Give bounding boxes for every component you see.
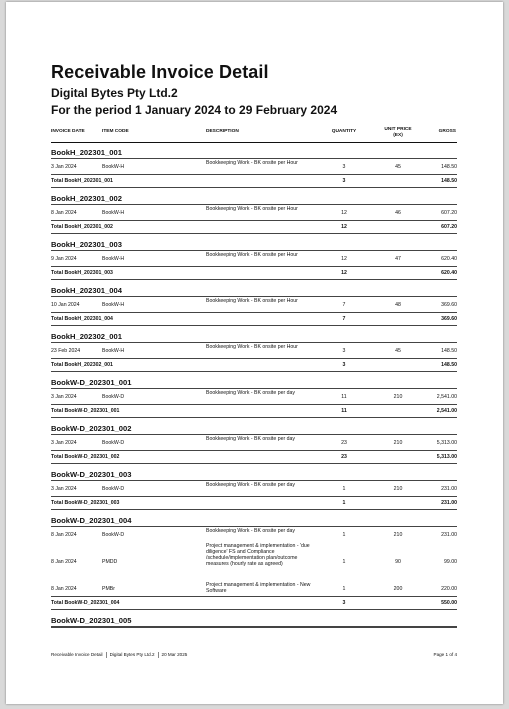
group-total-row [51, 174, 457, 188]
total-label: Total BookH_202302_001 [51, 362, 113, 368]
cell-item-code: BookW-D [102, 485, 125, 492]
cell-item-code: BookW-H [102, 255, 125, 262]
total-gross: 550.00 [441, 600, 457, 606]
cell-gross: 220.00 [441, 585, 457, 592]
cell-description: Bookkeeping Work - BK onsite per Hour [206, 344, 298, 350]
total-label: Total BookH_202301_004 [51, 316, 113, 322]
cell-gross: 148.50 [441, 163, 457, 170]
footer-separator [158, 652, 159, 658]
column-invoice-date: INVOICE DATE [51, 128, 85, 134]
column-description: DESCRIPTION [206, 128, 239, 134]
total-gross: 2,541.00 [436, 408, 457, 414]
cell-gross: 369.60 [441, 301, 457, 308]
invoice-group [51, 610, 457, 628]
footer-page-number: Page 1 of 4 [433, 652, 457, 657]
table-row [51, 159, 457, 174]
invoice-groups [51, 142, 457, 628]
cell-description: Bookkeeping Work - BK onsite per Hour [206, 160, 298, 166]
group-title: BookH_202301_001 [51, 148, 122, 157]
total-quantity: 3 [342, 600, 346, 606]
column-unit-price: UNIT PRICE (EX) [384, 127, 412, 138]
invoice-group [51, 234, 457, 280]
cell-item-code: PMBr [102, 585, 115, 592]
group-title: BookH_202302_001 [51, 332, 122, 341]
total-gross: 231.00 [441, 500, 457, 506]
cell-quantity: 1 [342, 485, 346, 492]
total-label: Total BookW-D_202301_001 [51, 408, 120, 414]
invoice-group [51, 188, 457, 234]
cell-description: Bookkeeping Work - BK onsite per day [206, 528, 296, 534]
cell-gross: 620.40 [441, 255, 457, 262]
cell-quantity: 12 [341, 209, 347, 216]
cell-gross: 231.00 [441, 485, 457, 492]
total-gross: 369.60 [441, 316, 457, 322]
group-divider [51, 627, 457, 628]
footer-company: Digital Bytes Pty Ltd.2 [109, 652, 155, 657]
footer-separator [106, 652, 107, 658]
total-quantity: 23 [341, 454, 347, 460]
cell-quantity: 1 [342, 585, 346, 592]
cell-invoice-date: 8 Jan 2024 [51, 209, 77, 216]
cell-description: Bookkeeping Work - BK onsite per day [206, 482, 296, 488]
column-item-code: ITEM CODE [102, 128, 129, 134]
cell-description: Bookkeeping Work - BK onsite per Hour [206, 206, 298, 212]
column-header-row [6, 116, 503, 140]
group-title: BookW-D_202301_003 [51, 470, 132, 479]
group-total-row [51, 220, 457, 234]
cell-gross: 2,541.00 [436, 393, 457, 400]
report-page [6, 2, 503, 704]
cell-invoice-date: 8 Jan 2024 [51, 585, 77, 592]
cell-item-code: BookW-D [102, 393, 125, 400]
report-period: For the period 1 January 2024 to 29 February 2024 [51, 103, 338, 117]
cell-quantity: 1 [342, 531, 346, 538]
cell-description: Bookkeeping Work - BK onsite per day [206, 436, 296, 442]
total-gross: 148.50 [441, 362, 457, 368]
table-row [51, 527, 457, 542]
invoice-group [51, 280, 457, 326]
group-title: BookH_202301_004 [51, 286, 122, 295]
cell-invoice-date: 3 Jan 2024 [51, 485, 77, 492]
total-label: Total BookW-D_202301_003 [51, 500, 120, 506]
cell-item-code: BookW-D [102, 531, 125, 538]
cell-description: Bookkeeping Work - BK onsite per day [206, 390, 296, 396]
cell-unit-price: 46 [395, 209, 401, 216]
total-label: Total BookH_202301_001 [51, 178, 113, 184]
total-quantity: 11 [341, 408, 347, 414]
total-label: Total BookW-D_202301_002 [51, 454, 120, 460]
cell-gross: 231.00 [441, 531, 457, 538]
cell-invoice-date: 9 Jan 2024 [51, 255, 77, 262]
cell-invoice-date: 8 Jan 2024 [51, 558, 77, 565]
cell-description: Project management & implementation - 'due diligence' FS and Compliance /schedule/implementation plan/outcome measures (hourly rate as agreed) [206, 543, 310, 567]
total-label: Total BookH_202301_002 [51, 224, 113, 230]
cell-invoice-date: 3 Jan 2024 [51, 439, 77, 446]
cell-gross: 99.00 [444, 558, 457, 565]
cell-item-code: BookW-D [102, 439, 125, 446]
invoice-group [51, 326, 457, 372]
cell-unit-price: 45 [395, 347, 401, 354]
group-total-row [51, 450, 457, 464]
cell-gross: 5,313.00 [436, 439, 457, 446]
group-title: BookW-D_202301_004 [51, 516, 132, 525]
cell-unit-price: 200 [393, 585, 403, 592]
cell-unit-price: 210 [393, 393, 403, 400]
cell-quantity: 11 [341, 393, 347, 400]
total-gross: 607.20 [441, 224, 457, 230]
table-row [51, 389, 457, 404]
cell-unit-price: 47 [395, 255, 401, 262]
cell-description: Bookkeeping Work - BK onsite per Hour [206, 298, 298, 304]
cell-unit-price: 90 [395, 558, 401, 565]
cell-unit-price: 45 [395, 163, 401, 170]
group-title: BookW-D_202301_005 [51, 616, 132, 625]
total-gross: 5,313.00 [436, 454, 457, 460]
cell-invoice-date: 3 Jan 2024 [51, 393, 77, 400]
invoice-group [51, 142, 457, 188]
cell-item-code: BookW-H [102, 301, 125, 308]
cell-item-code: BookW-H [102, 163, 125, 170]
total-quantity: 3 [342, 362, 346, 368]
group-title: BookH_202301_003 [51, 240, 122, 249]
group-total-row [51, 266, 457, 280]
invoice-group [51, 464, 457, 510]
cell-invoice-date: 10 Jan 2024 [51, 301, 80, 308]
table-row [51, 343, 457, 358]
total-gross: 148.50 [441, 178, 457, 184]
table-row [51, 581, 457, 596]
cell-unit-price: 210 [393, 531, 403, 538]
total-quantity: 12 [341, 224, 347, 230]
report-title: Receivable Invoice Detail [51, 62, 269, 82]
cell-quantity: 12 [341, 255, 347, 262]
table-row [51, 542, 457, 581]
total-label: Total BookW-D_202301_004 [51, 600, 120, 606]
total-quantity: 12 [341, 270, 347, 276]
cell-quantity: 3 [342, 347, 346, 354]
cell-quantity: 1 [342, 558, 346, 565]
cell-unit-price: 210 [393, 439, 403, 446]
page-footer [51, 651, 457, 659]
table-row [51, 435, 457, 450]
cell-unit-price: 48 [395, 301, 401, 308]
group-total-row [51, 358, 457, 372]
cell-quantity: 7 [342, 301, 346, 308]
table-row [51, 481, 457, 496]
cell-unit-price: 210 [393, 485, 403, 492]
group-title: BookW-D_202301_002 [51, 424, 132, 433]
table-row [51, 297, 457, 312]
cell-description: Project management & implementation - New Software [206, 582, 311, 594]
table-row [51, 205, 457, 220]
cell-gross: 148.50 [441, 347, 457, 354]
cell-item-code: PMDD [102, 558, 118, 565]
invoice-group [51, 418, 457, 464]
footer-report-name: Receivable Invoice Detail [51, 652, 103, 657]
cell-gross: 607.20 [441, 209, 457, 216]
total-quantity: 3 [342, 178, 346, 184]
cell-invoice-date: 23 Feb 2024 [51, 347, 81, 354]
total-label: Total BookH_202301_003 [51, 270, 113, 276]
column-quantity: QUANTITY [331, 128, 357, 134]
group-title: BookH_202301_002 [51, 194, 122, 203]
group-title: BookW-D_202301_001 [51, 378, 132, 387]
invoice-group [51, 510, 457, 610]
cell-quantity: 3 [342, 163, 346, 170]
group-total-row [51, 496, 457, 510]
total-gross: 620.40 [441, 270, 457, 276]
cell-item-code: BookW-H [102, 347, 125, 354]
group-total-row [51, 596, 457, 610]
table-row [51, 251, 457, 266]
cell-item-code: BookW-H [102, 209, 125, 216]
cell-invoice-date: 8 Jan 2024 [51, 531, 77, 538]
invoice-group [51, 372, 457, 418]
total-quantity: 7 [342, 316, 346, 322]
group-total-row [51, 312, 457, 326]
group-total-row [51, 404, 457, 418]
column-gross: GROSS [438, 128, 456, 134]
company-name: Digital Bytes Pty Ltd.2 [51, 86, 178, 100]
cell-quantity: 23 [341, 439, 347, 446]
cell-description: Bookkeeping Work - BK onsite per Hour [206, 252, 298, 258]
footer-date: 20 Mar 2025 [161, 652, 188, 657]
cell-invoice-date: 3 Jan 2024 [51, 163, 77, 170]
total-quantity: 1 [342, 500, 346, 506]
